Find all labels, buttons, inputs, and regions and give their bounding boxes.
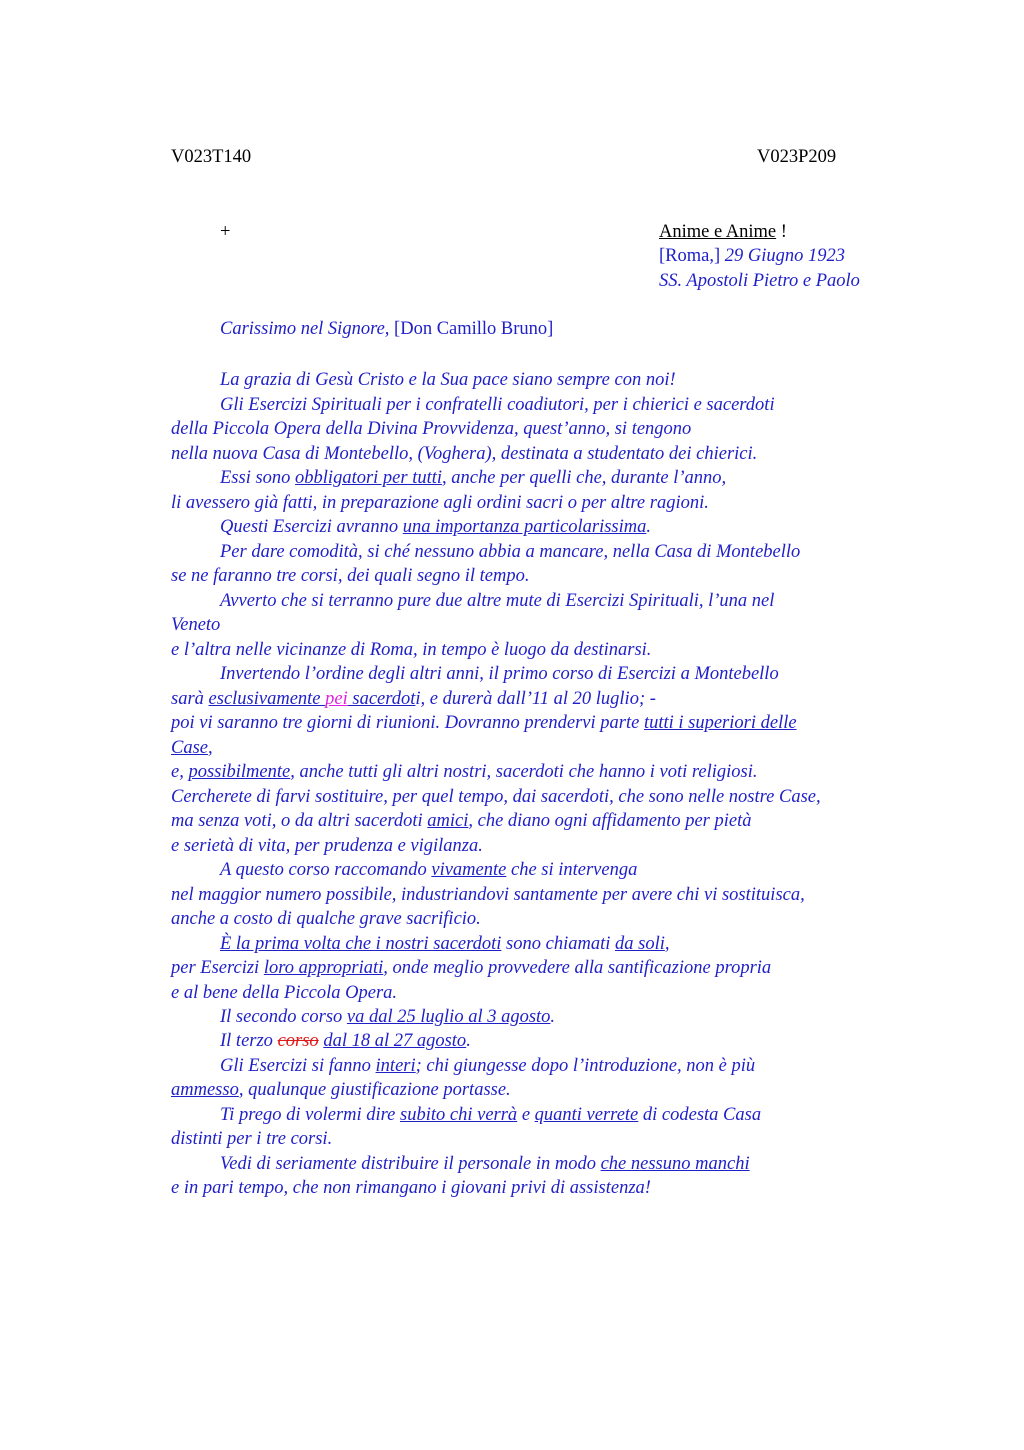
recipient-name: [Don Camillo Bruno] — [394, 319, 554, 339]
text: di codesta Casa — [638, 1105, 762, 1125]
text: Ti prego di volermi dire — [220, 1105, 401, 1125]
text: , — [664, 934, 670, 954]
body-line: Per dare comodità, si ché nessuno abbia a mancare, nella Casa di Montebello — [220, 542, 801, 562]
text: , onde meglio provvedere alla santificazione propria — [383, 958, 772, 978]
body-line: Avverto che si terranno pure due altre mute di Esercizi Spirituali, l’una nel — [220, 591, 775, 611]
underlined-text: va dal 25 luglio al 3 agosto — [346, 1007, 551, 1027]
body-line — [171, 1078, 511, 1103]
inserted-text: pei — [325, 689, 348, 709]
text: e — [517, 1105, 535, 1125]
underlined-text: Case — [171, 738, 208, 758]
text: ma senza voti, o da altri sacerdoti — [171, 811, 428, 831]
body-line: Invertendo l’ordine degli altri anni, il primo corso di Esercizi a Montebello — [220, 664, 779, 684]
text: sarà — [171, 689, 209, 709]
cross-symbol: + — [220, 222, 231, 242]
body-line — [220, 1103, 761, 1128]
body-line — [220, 1029, 471, 1054]
text: Essi sono — [220, 468, 296, 488]
body-line — [220, 1054, 755, 1079]
feast: SS. Apostoli Pietro e Paolo — [659, 271, 860, 291]
text: i, e durerà dall’11 al 20 luglio; - — [415, 689, 656, 709]
body-line — [220, 466, 726, 491]
motto: Anime e Anime — [659, 222, 777, 242]
underlined-text: una importanza particolarissima — [402, 517, 647, 537]
body-line: della Piccola Opera della Divina Provvidenza, quest’anno, si tengono — [171, 419, 692, 439]
underlined-text: quanti verrete — [534, 1105, 639, 1125]
underlined-text: possibilmente — [188, 762, 291, 782]
body-line — [171, 760, 757, 785]
body-line: se ne faranno tre corsi, dei quali segno il tempo. — [171, 566, 530, 586]
text: Vedi di seriamente distribuire il personale in modo — [220, 1154, 601, 1174]
body-line: li avessero già fatti, in preparazione agli ordini sacri o per altre ragioni. — [171, 493, 709, 513]
salutation-text: Carissimo nel Signore, — [220, 319, 395, 339]
body-line: Gli Esercizi Spirituali per i confratelli coadiutori, per i chierici e sacerdoti — [220, 395, 775, 415]
text: per Esercizi — [171, 958, 264, 978]
underlined-text: amici — [427, 811, 469, 831]
body-line: nel maggior numero possibile, industriandovi santamente per avere chi vi sostituisca, — [171, 885, 805, 905]
underlined-text: È la prima volta che i nostri sacerdoti — [220, 934, 502, 954]
underlined-text: dal 18 al 27 agosto — [323, 1031, 467, 1051]
body-line — [220, 1152, 750, 1177]
motto-mark: ! — [776, 222, 787, 242]
text: che si intervenga — [506, 860, 638, 880]
text: ; chi giungesse dopo l’introduzione, non è più — [415, 1056, 756, 1076]
body-line — [171, 736, 213, 761]
text: A questo corso raccomando — [220, 860, 432, 880]
text: Il terzo — [220, 1031, 278, 1051]
text: Gli Esercizi si fanno — [220, 1056, 376, 1076]
body-line — [171, 687, 656, 712]
underlined-text: tutti i superiori delle — [643, 713, 797, 733]
place: [Roma,] — [659, 246, 721, 266]
text: , che diano ogni affidamento per pietà — [468, 811, 752, 831]
underlined-text: loro appropriati — [263, 958, 384, 978]
underlined-text: da soli — [615, 934, 665, 954]
underlined-text: interi — [375, 1056, 416, 1076]
underlined-text: vivamente — [431, 860, 507, 880]
motto-line — [659, 222, 787, 243]
text: Il secondo corso — [220, 1007, 347, 1027]
underlined-text: ammesso — [171, 1080, 239, 1100]
underlined-text: subito chi verrà — [400, 1105, 518, 1125]
text: . — [466, 1031, 471, 1051]
struck-text: corso — [277, 1031, 319, 1051]
body-line: e al bene della Piccola Opera. — [171, 983, 398, 1003]
text: . — [646, 517, 651, 537]
body-line: Veneto — [171, 615, 221, 635]
text: , qualunque giustificazione portasse. — [238, 1080, 511, 1100]
text: poi vi saranno tre giorni di riunioni. Dovranno prendervi parte — [171, 713, 644, 733]
text: Questi Esercizi avranno — [220, 517, 403, 537]
body-line — [220, 858, 637, 883]
body-line: nella nuova Casa di Montebello, (Voghera), destinata a studentato dei chierici. — [171, 444, 758, 464]
body-line: e in pari tempo, che non rimangano i giovani privi di assistenza! — [171, 1178, 651, 1198]
document-code-right: V023P209 — [757, 147, 837, 167]
body-line: Cercherete di farvi sostituire, per quel tempo, dai sacerdoti, che sono nelle nostre Case, — [171, 787, 821, 807]
salutation — [220, 319, 553, 340]
text: , anche per quelli che, durante l’anno, — [442, 468, 727, 488]
place-date — [659, 246, 845, 267]
body-line: distinti per i tre corsi. — [171, 1129, 333, 1149]
body-line — [220, 932, 669, 957]
text: , — [208, 738, 213, 758]
date: 29 Giugno 1923 — [720, 246, 846, 266]
text: . — [550, 1007, 556, 1027]
underlined-text: sacerdot — [347, 689, 416, 709]
body-line: e serietà di vita, per prudenza e vigilanza. — [171, 836, 483, 856]
body-line: La grazia di Gesù Cristo e la Sua pace siano sempre con noi! — [220, 370, 676, 390]
underlined-text: obbligatori per tutti — [295, 468, 443, 488]
body-line — [220, 1005, 555, 1030]
underlined-text: esclusivamente — [208, 689, 326, 709]
body-line — [171, 956, 771, 981]
body-line — [220, 515, 651, 540]
body-line: anche a costo di qualche grave sacrificio. — [171, 909, 481, 929]
document-code-left: V023T140 — [171, 147, 252, 167]
text: e, — [171, 762, 189, 782]
body-line — [171, 711, 797, 736]
underlined-text: che nessuno manchi — [600, 1154, 750, 1174]
body-line: e l’altra nelle vicinanze di Roma, in tempo è luogo da destinarsi. — [171, 640, 652, 660]
text: sono chiamati — [501, 934, 615, 954]
body-line — [171, 809, 751, 834]
text: , anche tutti gli altri nostri, sacerdoti che hanno i voti religiosi. — [290, 762, 758, 782]
